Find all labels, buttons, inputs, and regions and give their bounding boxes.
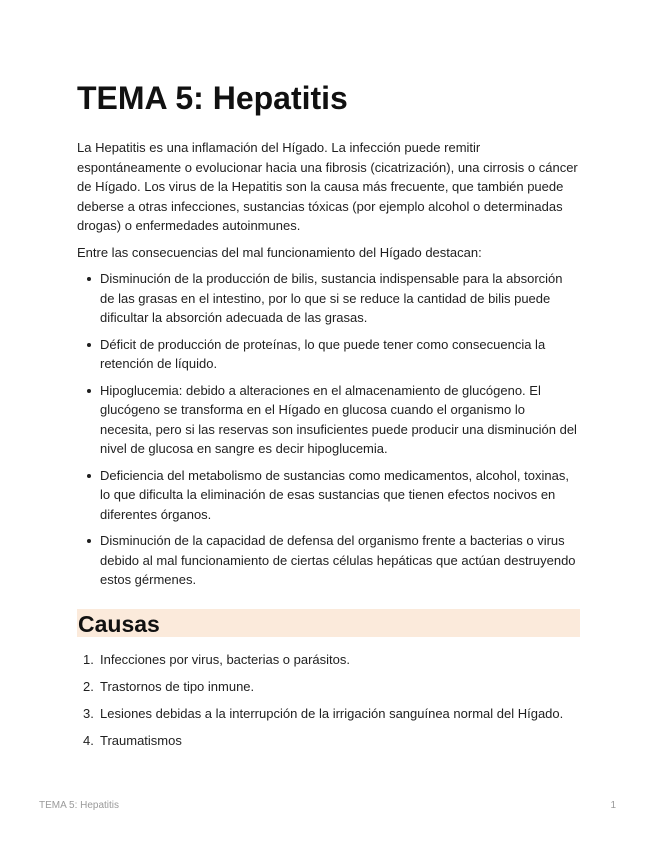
list-number: 2. bbox=[83, 678, 94, 694]
list-item-text: Infecciones por virus, bacterias o parásitos. bbox=[100, 651, 351, 667]
list-number: 3. bbox=[83, 705, 94, 721]
intro-paragraph: La Hepatitis es una inflamación del Hígado. La infección puede remitir espontáneamente o evolucionar hacia una fibrosis (cicatrización), una cirrosis o cáncer de Hígado. Los virus de la Hepatitis son la causa más frecuente, que también puede deberse a otras infecciones, sustancias tóxicas (por ejemplo alcohol o determinadas drogas) o enfermedades autoinmunes. bbox=[77, 140, 578, 233]
causes-heading: Causas bbox=[77, 609, 580, 637]
list-item bbox=[100, 466, 580, 525]
page-number: 1 bbox=[610, 800, 616, 811]
causes-list bbox=[77, 650, 580, 751]
list-item-text: Lesiones debidas a la interrupción de la irrigación sanguínea normal del Hígado. bbox=[100, 705, 564, 721]
list-item bbox=[83, 731, 580, 751]
bullet-icon bbox=[87, 343, 91, 347]
list-item bbox=[100, 335, 580, 374]
page-title: TEMA 5: Hepatitis bbox=[77, 80, 348, 116]
list-number: 4. bbox=[83, 732, 94, 748]
list-item-text: Deficiencia del metabolismo de sustancias como medicamentos, alcohol, toxinas, lo que dificulta la eliminación de esas sustancias que tienen efectos nocivos en diferentes órganos. bbox=[100, 467, 569, 522]
list-item-text: Hipoglucemia: debido a alteraciones en el almacenamiento de glucógeno. El glucógeno se transforma en el Hígado en glucosa cuando el organismo lo necesita, pero si las reservas son insuficientes puede producir una disminución del nivel de glucosa en sangre es decir hipoglucemia. bbox=[100, 382, 577, 456]
list-item bbox=[83, 677, 580, 697]
bullet-icon bbox=[87, 277, 91, 281]
bullet-icon bbox=[87, 539, 91, 543]
list-item bbox=[100, 269, 580, 328]
list-item-text: Déficit de producción de proteínas, lo que puede tener como consecuencia la retención de líquido. bbox=[100, 336, 546, 371]
list-item bbox=[100, 381, 580, 459]
list-item-text: Disminución de la producción de bilis, sustancia indispensable para la absorción de las grasas en el intestino, por lo que si se reduce la cantidad de bilis puede dificultar la absorción adecuada de las grasas. bbox=[100, 271, 563, 325]
bullet-icon bbox=[87, 474, 91, 478]
document-page bbox=[77, 78, 580, 758]
consequences-list bbox=[77, 269, 580, 590]
list-item-text: Traumatismos bbox=[100, 732, 182, 748]
bullet-icon bbox=[87, 389, 91, 393]
list-item bbox=[100, 531, 580, 590]
list-item bbox=[83, 704, 580, 724]
list-item bbox=[83, 650, 580, 670]
consequences-intro: Entre las consecuencias del mal funcionamiento del Hígado destacan: bbox=[77, 244, 482, 260]
footer-title: TEMA 5: Hepatitis bbox=[39, 800, 120, 811]
list-number: 1. bbox=[83, 651, 94, 667]
list-item-text: Disminución de la capacidad de defensa del organismo frente a bacterias o virus debido al mal funcionamiento de ciertas células hepáticas que actúan destruyendo estos gérmenes. bbox=[100, 533, 576, 587]
list-item-text: Trastornos de tipo inmune. bbox=[100, 678, 255, 694]
